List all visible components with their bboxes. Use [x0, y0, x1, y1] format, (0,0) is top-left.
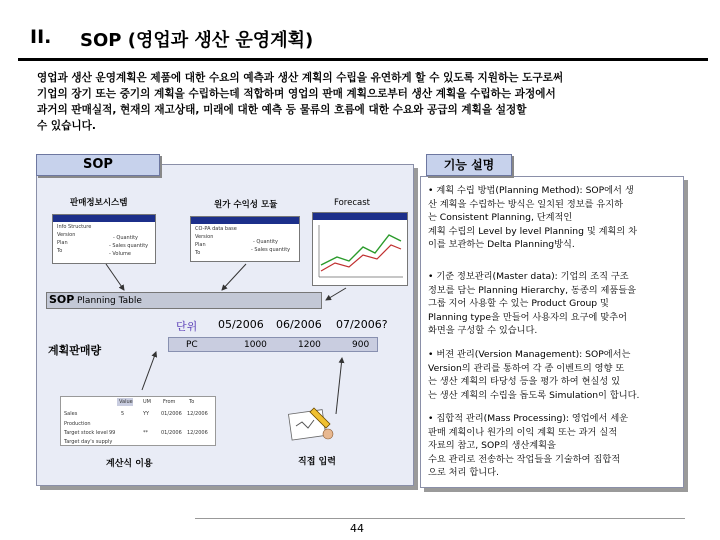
forecast-label: Forecast	[334, 198, 370, 208]
page-number: 44	[350, 522, 364, 535]
value-cell: 1200	[298, 340, 321, 350]
function-line: 는 생산 계획의 타당성 등을 평가 하여 현실성 있	[428, 376, 620, 387]
formula-label: 계산식 이용	[106, 459, 153, 469]
function-line: 는 Consistent Planning, 단계적인	[428, 212, 573, 223]
function-line: 판매 계획이나 원가의 이익 계획 또는 과거 실적	[428, 426, 618, 438]
window-field: Info Structure	[57, 224, 92, 230]
mini-table-cell: 99	[109, 430, 116, 436]
window-field: Version	[195, 234, 214, 240]
function-line: 는 생산 계획의 수립을 돕도록 Simulation이 합니다.	[428, 389, 640, 401]
mini-table-cell: 01/2006	[161, 411, 182, 417]
function-line: 정보를 담는 Planning Hierarchy, 동종의 제품들을	[428, 284, 637, 296]
function-line: 계획 수립의 Level by level Planning 및 계획의 차	[428, 225, 638, 237]
mini-table-cell: 12/2006	[187, 411, 208, 417]
window-field: - Sales quantity	[251, 247, 291, 253]
value-cell: 1000	[244, 340, 267, 350]
section-number: II.	[30, 26, 52, 48]
function-item-mass-processing	[428, 412, 680, 480]
function-line: Version의 관리를 통하여 각 종 이벤트의 영향 또	[428, 362, 625, 374]
mini-table-header: From	[163, 399, 176, 405]
mini-table-cell: Target day's supply	[64, 439, 113, 445]
function-line: 그룹 지어 사용할 수 있는 Product Group 및	[428, 298, 609, 309]
direct-input-label: 직접 입력	[298, 457, 336, 467]
function-line: 수요 관리로 전송하는 작업들을 기술하여 집합적	[428, 453, 621, 465]
window-field: CO-PA data base	[195, 226, 237, 232]
function-line: • 기준 정보관리(Master data): 기업의 조직 구조	[428, 271, 629, 282]
sales-info-system-label: 판매정보시스템	[70, 198, 128, 208]
handwriting-icon	[286, 404, 336, 444]
intro-line: 기업의 장기 또는 중기의 계획을 수립하는데 적합하며 영업의 판매 계획으로부터 생산 계획을 수립하는 과정에서	[37, 88, 556, 100]
window-field: To	[195, 250, 201, 256]
function-line: • 집합적 관리(Mass Processing): 영업에서 세운	[428, 413, 629, 424]
mini-table-cell: 12/2006	[187, 430, 208, 436]
window-field: - Volume	[109, 251, 131, 257]
uom-cell: PC	[186, 340, 198, 350]
window-field: - Sales quantity	[109, 243, 149, 249]
planning-table-sop-label: SOP	[49, 293, 75, 306]
mini-table-header: UM	[143, 399, 151, 405]
period-header: 05/2006	[218, 318, 264, 331]
mini-table-header: Value	[119, 399, 133, 405]
window-field: - Quantity	[113, 235, 138, 241]
intro-line: 영업과 생산 운영계획은 제품에 대한 수요의 예측과 생산 계획의 수립을 유연하게 할 수 있도록 지원하는 도구로써	[37, 72, 564, 84]
mini-table-header: To	[189, 399, 195, 405]
function-line: 산 계획을 수립하는 방식은 일치된 정보를 유지하	[428, 198, 624, 210]
mini-table-cell: Sales	[64, 411, 78, 417]
function-tab: 기능 설명	[426, 154, 512, 176]
function-line: 이를 보관하는 Delta Planning방식.	[428, 239, 575, 250]
intro-paragraph	[37, 70, 709, 134]
planned-sales-label: 계획판매량	[48, 344, 102, 357]
intro-line: 수 있습니다.	[37, 120, 96, 132]
window-field: - Quantity	[253, 239, 278, 245]
mini-table-cell: Production	[64, 421, 91, 427]
unit-header: 단위	[176, 320, 198, 333]
function-line: 자료의 참고, SOP의 생산계획을	[428, 440, 556, 451]
function-line: 화면을 구성할 수 있습니다.	[428, 325, 538, 336]
mini-table-cell: YY	[143, 411, 150, 417]
mini-table-cell: 01/2006	[161, 430, 182, 436]
profit-module-label: 원가 수익성 모듈	[214, 200, 278, 210]
mini-table-cell: **	[143, 430, 148, 436]
mini-table-cell: 5	[121, 411, 125, 417]
function-item-version-management	[428, 348, 680, 402]
function-line: Planning type을 만들어 사용자의 요구에 맞추어	[428, 311, 627, 323]
calculation-table	[60, 396, 216, 446]
function-line: • 계획 수립 방법(Planning Method): SOP에서 생	[428, 185, 634, 196]
function-item-planning-method	[428, 184, 680, 252]
period-header: 07/2006?	[336, 318, 388, 331]
window-field: Plan	[195, 242, 206, 248]
planning-table-title: Planning Table	[77, 296, 142, 306]
window-field: Plan	[57, 240, 68, 246]
page-title: SOP (영업과 생산 운영계획)	[80, 30, 314, 51]
value-row-bar	[168, 337, 378, 352]
window-field: Version	[57, 232, 76, 238]
mini-table-cell: Target stock level	[64, 430, 108, 436]
window-field: To	[57, 248, 63, 254]
title-divider	[18, 58, 708, 61]
function-line: 으로 처리 합니다.	[428, 467, 499, 478]
function-item-master-data	[428, 270, 680, 338]
function-line: • 버젼 관리(Version Management): SOP에서는	[428, 349, 631, 360]
sop-tab: SOP	[36, 154, 160, 176]
footer-divider	[195, 518, 685, 519]
intro-line: 과거의 판매실적, 현재의 재고상태, 미래에 대한 예측 등 물류의 흐름에 대한 수요와 공급의 계획을 설정할	[37, 104, 527, 116]
period-header: 06/2006	[276, 318, 322, 331]
value-cell: 900	[352, 340, 370, 350]
